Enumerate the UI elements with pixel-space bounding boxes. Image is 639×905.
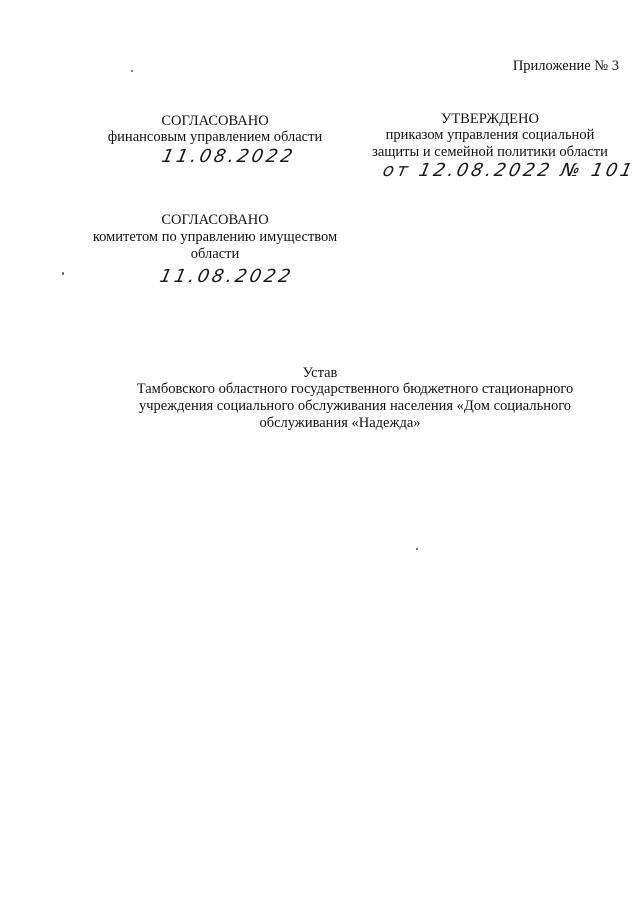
appendix-label: Приложение № 3 <box>512 58 619 74</box>
agreed-line-property-2: области <box>190 246 240 262</box>
agreed-heading-property: СОГЛАСОВАНО <box>161 212 269 228</box>
handwritten-order: от 12.08.2022 № 101 <box>380 160 638 181</box>
scan-speck <box>416 548 418 550</box>
agreed-line-finance: финансовым управлением области <box>107 129 323 145</box>
handwritten-date-property: 11.08.2022 <box>157 266 296 287</box>
charter-title: Устав <box>302 365 338 381</box>
scan-speck <box>131 70 133 72</box>
scan-speck <box>62 272 64 275</box>
charter-subtitle-line-2: учреждения социального обслуживания населения «Дом социального <box>138 398 572 414</box>
approved-line-1: приказом управления социальной <box>385 127 595 143</box>
approved-heading: УТВЕРЖДЕНО <box>441 111 539 127</box>
charter-subtitle-line-3: обслуживания «Надежда» <box>259 415 421 431</box>
handwritten-date-finance: 11.08.2022 <box>159 146 298 167</box>
charter-subtitle-line-1: Тамбовского областного государственного бюджетного стационарного <box>136 381 574 397</box>
agreed-heading-finance: СОГЛАСОВАНО <box>161 113 269 129</box>
agreed-line-property-1: комитетом по управлению имуществом <box>92 229 338 245</box>
approved-line-2: защиты и семейной политики области <box>372 144 608 160</box>
